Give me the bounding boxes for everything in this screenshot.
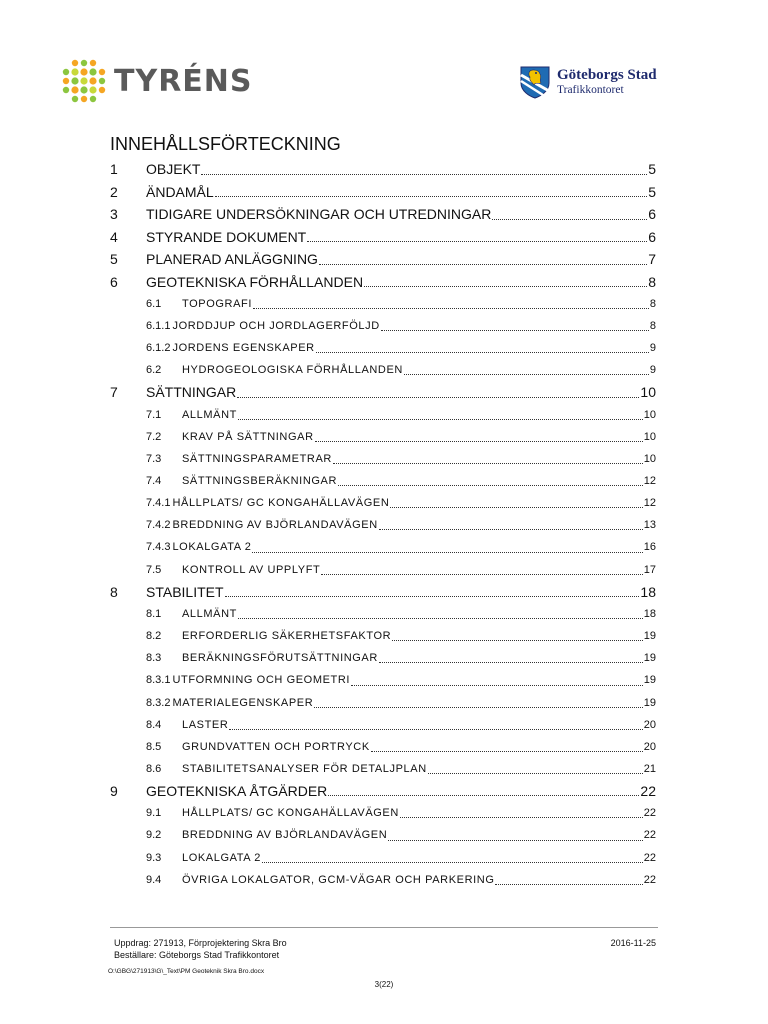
- tyrens-logo-text: TYRÉNS: [114, 63, 253, 99]
- toc-entry-page: 22: [643, 873, 656, 886]
- toc-entry-title: SÄTTNINGAR: [146, 384, 237, 401]
- toc-entry-number: 7.5: [146, 563, 162, 576]
- toc-dot-leader: [338, 484, 643, 486]
- toc-dot-leader: [428, 772, 643, 774]
- toc-entry-page: 10: [643, 430, 656, 443]
- toc-entry-title: PLANERAD ANLÄGGNING: [146, 251, 318, 267]
- toc-entry[interactable]: [110, 158, 656, 181]
- toc-entry-number: 8.3.1: [146, 674, 171, 687]
- toc-entry-number: 3: [110, 206, 118, 222]
- toc-entry-page: 19: [643, 630, 656, 643]
- toc-entry[interactable]: [110, 714, 656, 736]
- toc-entry[interactable]: [110, 492, 656, 514]
- city-crest-icon: [519, 65, 551, 99]
- toc-entry[interactable]: [110, 647, 656, 669]
- toc-entry-number: 7.4.2: [146, 519, 171, 532]
- toc-entry-title: GRUNDVATTEN OCH PORTRYCK: [182, 740, 370, 753]
- toc-entry-title: HYDROGEOLOGISKA FÖRHÅLLANDEN: [182, 364, 403, 377]
- toc-entry-title: JORDDJUP OCH JORDLAGERFÖLJD: [172, 320, 380, 333]
- toc-dot-leader: [321, 573, 642, 575]
- toc-entry-number: 6.1: [146, 298, 162, 310]
- toc-entry-page: 22: [640, 782, 656, 799]
- toc-entry-title: OBJEKT: [146, 161, 201, 177]
- toc-entry-title: LASTER: [182, 718, 229, 731]
- toc-entry-number: 9.3: [146, 851, 162, 864]
- toc-entry-page: 18: [643, 608, 656, 621]
- toc-entry-title: TOPOGRAFI: [182, 298, 252, 310]
- toc-dot-leader: [314, 706, 642, 708]
- toc-entry[interactable]: [110, 514, 656, 536]
- toc-entry-number: 4: [110, 228, 118, 245]
- toc-entry-page: 7: [648, 251, 656, 267]
- toc-entry-title: LOKALGATA 2: [172, 541, 252, 554]
- toc-dot-leader: [238, 617, 643, 619]
- toc-entry-number: 8.1: [146, 608, 162, 621]
- toc-entry-number: 6: [110, 273, 118, 290]
- toc-dot-leader: [316, 351, 649, 353]
- toc-entry[interactable]: [110, 448, 656, 470]
- toc-entry[interactable]: [110, 470, 656, 492]
- toc-entry[interactable]: [110, 603, 656, 625]
- toc-entry-number: 2: [110, 183, 118, 200]
- toc-entry[interactable]: [110, 271, 656, 294]
- toc-entry[interactable]: [110, 337, 656, 359]
- toc-entry-page: 18: [640, 583, 656, 600]
- table-of-contents: [110, 158, 656, 891]
- toc-entry-number: 7.3: [146, 453, 162, 466]
- toc-entry[interactable]: [110, 692, 656, 714]
- toc-entry[interactable]: [110, 426, 656, 448]
- toc-entry[interactable]: [110, 404, 656, 426]
- toc-entry-title: BREDDNING AV BJÖRLANDAVÄGEN: [182, 829, 388, 842]
- toc-entry[interactable]: [110, 181, 656, 204]
- toc-entry[interactable]: [110, 869, 656, 891]
- toc-dot-leader: [404, 373, 649, 375]
- toc-dot-leader: [252, 551, 642, 553]
- toc-dot-leader: [238, 418, 643, 420]
- toc-entry-page: 20: [643, 718, 656, 731]
- toc-entry-title: SÄTTNINGSPARAMETRAR: [182, 453, 332, 466]
- toc-entry-title: ALLMÄNT: [182, 608, 237, 621]
- toc-entry[interactable]: [110, 381, 656, 404]
- toc-heading: INNEHÅLLSFÖRTECKNING: [110, 134, 341, 154]
- toc-entry[interactable]: [110, 536, 656, 558]
- toc-entry-title: ALLMÄNT: [182, 408, 237, 421]
- toc-entry[interactable]: [110, 226, 656, 249]
- toc-entry-number: 7.4: [146, 475, 162, 488]
- toc-entry-title: STABILITET: [146, 583, 224, 600]
- toc-entry-number: 6.2: [146, 364, 162, 377]
- toc-entry[interactable]: [110, 847, 656, 869]
- toc-dot-leader: [229, 728, 642, 730]
- footer-page-number: 3(22): [374, 980, 394, 989]
- toc-entry[interactable]: [110, 824, 656, 846]
- toc-entry-page: 6: [648, 228, 656, 245]
- toc-entry-page: 20: [643, 740, 656, 753]
- footer-date: 2016-11-25: [610, 938, 656, 948]
- toc-entry-title: BREDDNING AV BJÖRLANDAVÄGEN: [172, 519, 378, 532]
- toc-entry-page: 19: [643, 674, 656, 687]
- toc-entry-title: GEOTEKNISKA FÖRHÅLLANDEN: [146, 273, 364, 290]
- gbg-logo-subtitle: Trafikkontoret: [557, 83, 624, 96]
- toc-entry-page: 8: [649, 298, 656, 310]
- tyrens-logo: [62, 58, 253, 104]
- toc-entry-number: 9.1: [146, 807, 162, 820]
- toc-dot-leader: [379, 528, 643, 530]
- toc-dot-leader: [492, 218, 647, 220]
- toc-dot-leader: [333, 462, 643, 464]
- goteborgs-stad-logo: [519, 64, 657, 100]
- footer-divider: [110, 927, 658, 928]
- toc-entry-number: 8: [110, 583, 118, 600]
- toc-entry-page: 22: [643, 807, 656, 820]
- toc-dot-leader: [319, 263, 647, 265]
- toc-entry-title: BERÄKNINGSFÖRUTSÄTTNINGAR: [182, 652, 378, 665]
- toc-entry-number: 8.2: [146, 630, 162, 643]
- toc-entry-page: 19: [643, 696, 656, 709]
- toc-entry-number: 6.1.1: [146, 320, 171, 333]
- toc-entry-title: HÅLLPLATS/ GC KONGAHÄLLAVÄGEN: [172, 497, 390, 510]
- footer-info: [114, 937, 287, 961]
- toc-entry-title: GEOTEKNISKA ÅTGÄRDER: [146, 782, 328, 799]
- toc-entry-page: 8: [649, 320, 656, 333]
- toc-dot-leader: [495, 883, 642, 885]
- toc-entry-number: 7.4.3: [146, 541, 171, 554]
- toc-entry-title: HÅLLPLATS/ GC KONGAHÄLLAVÄGEN: [182, 807, 399, 820]
- toc-entry-page: 17: [643, 563, 656, 576]
- toc-dot-leader: [328, 794, 639, 796]
- toc-dot-leader: [388, 839, 642, 841]
- toc-entry-page: 10: [643, 408, 656, 421]
- toc-dot-leader: [351, 684, 643, 686]
- toc-entry-page: 12: [643, 475, 656, 488]
- toc-entry-title: UTFORMNING OCH GEOMETRI: [172, 674, 351, 687]
- toc-entry[interactable]: [110, 736, 656, 758]
- toc-entry-number: 1: [110, 161, 118, 177]
- toc-entry-number: 7.4.1: [146, 497, 171, 510]
- toc-entry-title: ÄNDAMÅL: [146, 183, 214, 200]
- gbg-logo-name: Göteborgs Stad: [557, 66, 657, 83]
- toc-entry-page: 22: [643, 829, 656, 842]
- toc-dot-leader: [390, 506, 642, 508]
- toc-entry-number: 7: [110, 384, 118, 401]
- toc-entry-page: 10: [643, 453, 656, 466]
- toc-entry-title: ÖVRIGA LOKALGATOR, GCM-VÄGAR OCH PARKERING: [182, 873, 495, 886]
- toc-entry-page: 10: [640, 384, 656, 401]
- toc-entry-number: 8.6: [146, 762, 162, 775]
- footer-client: Beställare: Göteborgs Stad Trafikkontoret: [114, 950, 280, 960]
- toc-entry[interactable]: [110, 625, 656, 647]
- tyrens-dots-icon: [62, 59, 106, 103]
- toc-entry[interactable]: [110, 758, 656, 780]
- toc-entry[interactable]: [110, 293, 656, 315]
- toc-dot-leader: [253, 307, 649, 309]
- toc-entry[interactable]: [110, 359, 656, 381]
- toc-entry-page: 9: [649, 342, 656, 355]
- toc-entry[interactable]: [110, 780, 656, 803]
- toc-entry-title: MATERIALEGENSKAPER: [172, 696, 314, 709]
- toc-dot-leader: [201, 173, 647, 175]
- toc-entry-title: ERFORDERLIG SÄKERHETSFAKTOR: [182, 630, 392, 643]
- toc-entry-title: TIDIGARE UNDERSÖKNINGAR OCH UTREDNINGAR: [146, 206, 492, 222]
- toc-entry-page: 9: [649, 364, 656, 377]
- toc-dot-leader: [379, 661, 643, 663]
- toc-entry-page: 19: [643, 652, 656, 665]
- toc-dot-leader: [364, 285, 647, 287]
- toc-entry-number: 9.4: [146, 873, 162, 886]
- toc-entry-page: 12: [643, 497, 656, 510]
- footer-assignment: Uppdrag: 271913, Förprojektering Skra Bro: [114, 938, 287, 948]
- toc-entry-title: KONTROLL AV UPPLYFT: [182, 563, 321, 576]
- toc-dot-leader: [237, 396, 639, 398]
- toc-entry-number: 7.1: [146, 408, 162, 421]
- toc-entry-page: 16: [643, 541, 656, 554]
- toc-entry-title: STABILITETSANALYSER FÖR DETALJPLAN: [182, 762, 427, 775]
- toc-entry-title: STYRANDE DOKUMENT: [146, 228, 307, 245]
- toc-entry-number: 8.3: [146, 652, 162, 665]
- toc-entry[interactable]: [110, 248, 656, 271]
- toc-dot-leader: [225, 595, 640, 597]
- toc-entry-title: SÄTTNINGSBERÄKNINGAR: [182, 475, 338, 488]
- toc-entry-number: 9: [110, 782, 118, 799]
- toc-entry-title: JORDENS EGENSKAPER: [172, 342, 315, 355]
- toc-entry-page: 13: [643, 519, 656, 532]
- toc-dot-leader: [381, 329, 649, 331]
- toc-entry-number: 7.2: [146, 430, 162, 443]
- toc-entry-page: 8: [648, 273, 656, 290]
- toc-entry[interactable]: [110, 559, 656, 581]
- toc-entry[interactable]: [110, 315, 656, 337]
- toc-entry-title: LOKALGATA 2: [182, 851, 261, 864]
- toc-entry-number: 6.1.2: [146, 342, 171, 355]
- toc-entry-title: KRAV PÅ SÄTTNINGAR: [182, 430, 314, 443]
- toc-entry-page: 6: [648, 206, 656, 222]
- toc-entry-number: 9.2: [146, 829, 162, 842]
- toc-entry-page: 21: [643, 762, 656, 775]
- toc-dot-leader: [262, 861, 643, 863]
- toc-dot-leader: [371, 750, 643, 752]
- toc-entry-number: 8.4: [146, 718, 162, 731]
- toc-entry-page: 22: [643, 851, 656, 864]
- toc-entry-page: 5: [648, 183, 656, 200]
- toc-dot-leader: [315, 440, 643, 442]
- toc-entry[interactable]: [110, 669, 656, 691]
- footer-file-path: O:\GBG\271913\G\_Text\PM Geoteknik Skra Bro.docx: [108, 968, 265, 975]
- toc-entry-number: 5: [110, 251, 118, 267]
- toc-entry[interactable]: [110, 802, 656, 824]
- toc-entry-page: 5: [648, 161, 656, 177]
- toc-entry-number: 8.3.2: [146, 696, 171, 709]
- toc-dot-leader: [307, 240, 647, 242]
- toc-dot-leader: [400, 816, 643, 818]
- toc-entry[interactable]: [110, 203, 656, 226]
- toc-entry[interactable]: [110, 581, 656, 604]
- toc-dot-leader: [392, 639, 643, 641]
- toc-dot-leader: [215, 195, 648, 197]
- toc-entry-number: 8.5: [146, 740, 162, 753]
